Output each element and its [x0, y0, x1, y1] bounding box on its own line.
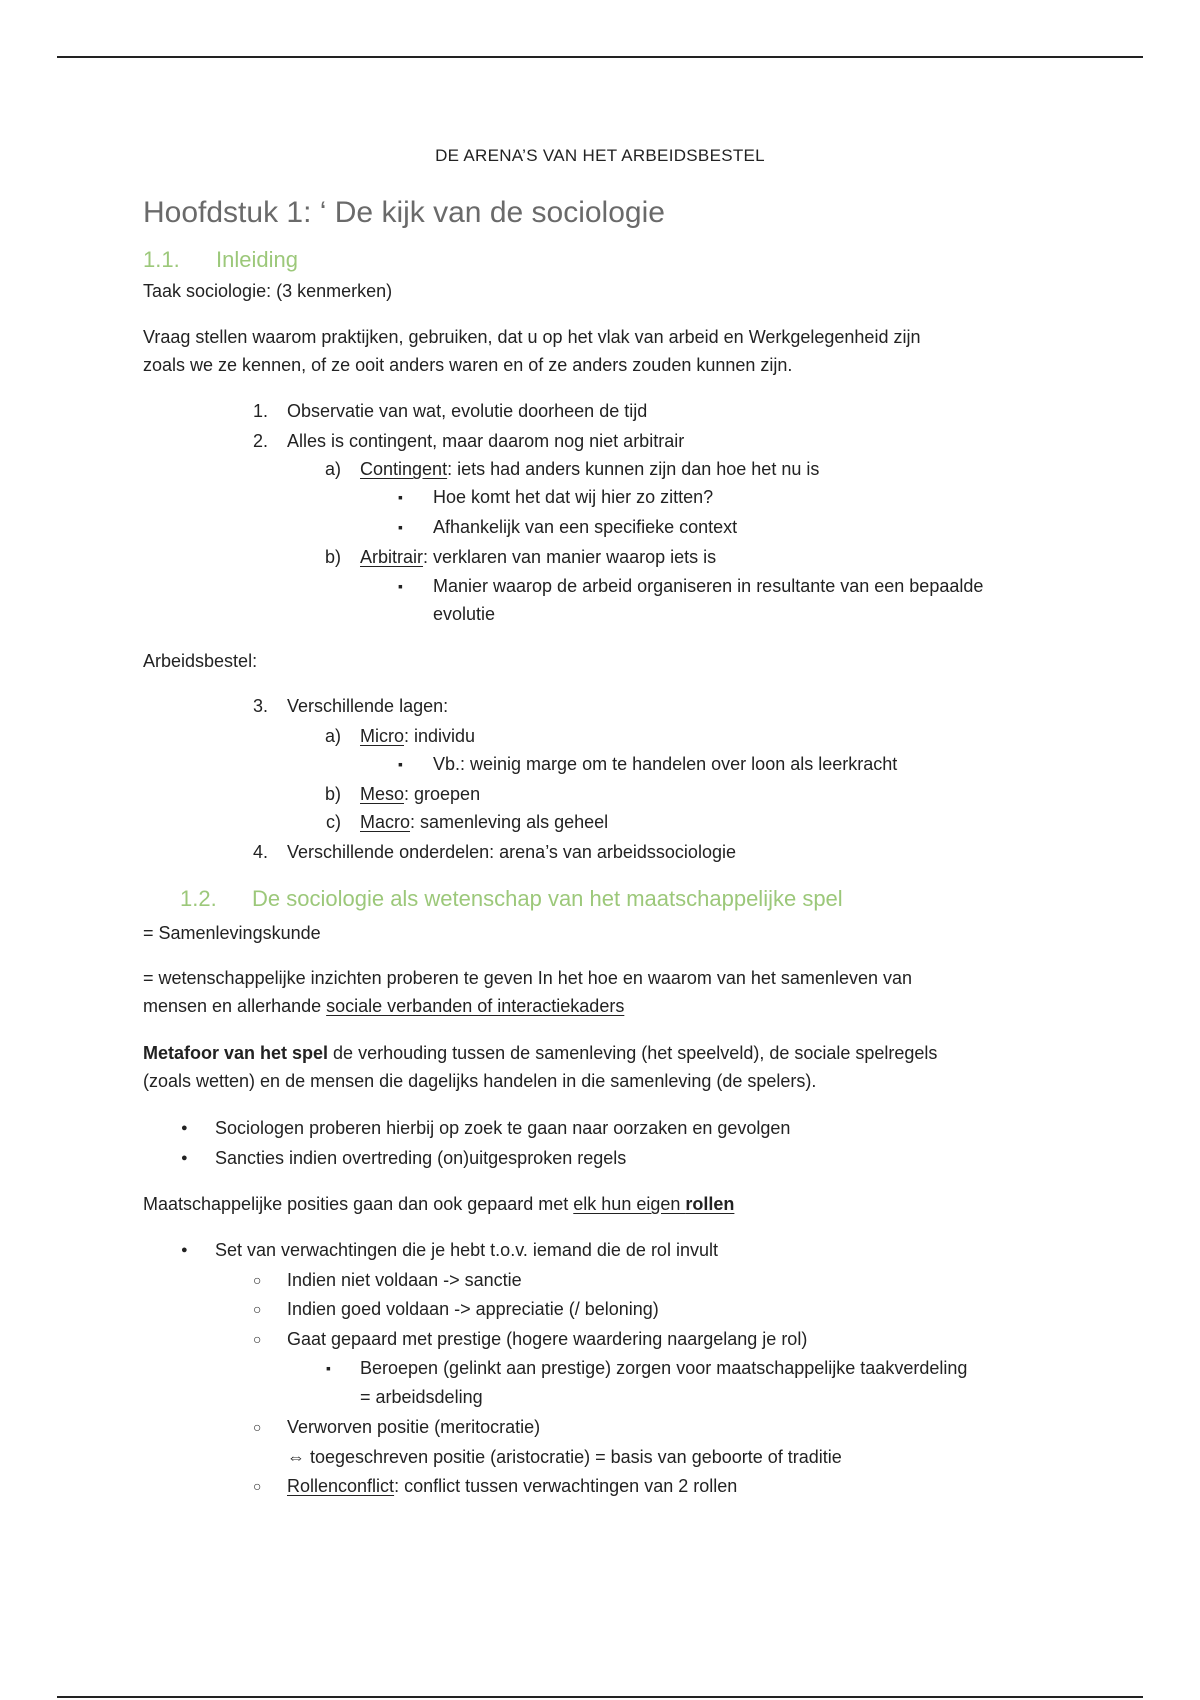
sub-bullet-3-detail-line-2: = arbeidsdeling [360, 1387, 483, 1407]
top-rule [57, 56, 1143, 58]
sub-bullet-1: Indien niet voldaan -> sanctie [287, 1270, 522, 1290]
list-item-3: Verschillende lagen: [287, 696, 449, 716]
chapter-heading: Hoofdstuk 1: ‘ De kijk van de sociologie [143, 196, 665, 229]
sub-bullet-2: Indien goed voldaan -> appreciatie (/ beloning) [287, 1299, 659, 1319]
term-contingent-definition: : iets had anders kunnen zijn dan hoe het nu is [447, 459, 820, 479]
term-meso: Meso [360, 784, 405, 804]
term-contingent: Contingent [360, 459, 448, 479]
definition-2-underlined: sociale verbanden of interactiekaders [326, 996, 625, 1016]
definition-2-line-1: = wetenschappelijke inzichten proberen te geven In het hoe en waarom van het samenleven van [143, 968, 912, 988]
metaphor-line-1 [143, 1039, 937, 1067]
section-1-2-title: De sociologie als wetenschap van het maatschappelijke spel [252, 886, 843, 911]
disc-bullet: ● [181, 1122, 188, 1134]
sub-bullet-3: Gaat gepaard met prestige (hogere waardering naargelang je rol) [287, 1329, 808, 1349]
metaphor-bold-term: Metafoor van het spel [143, 1043, 329, 1063]
sub-bullet-4-line-2: ⇔ toegeschreven positie (aristocratie) = basis van geboorte of traditie [287, 1447, 842, 1467]
bullet-set-verwachtingen: Set van verwachtingen die je hebt t.o.v. iemand die de rol invult [215, 1240, 718, 1260]
list-item-3b [360, 780, 480, 808]
list-item-4: Verschillende onderdelen: arena’s van arbeidssociologie [287, 842, 736, 862]
disc-bullet: ● [181, 1152, 188, 1164]
list-number-1: 1. [252, 401, 268, 421]
term-arbitrair-definition: : verklaren van manier waarop iets is [423, 547, 717, 567]
list-item-3a [360, 722, 475, 750]
paragraph-line-2: zoals we ze kennen, of ze ooit anders waren en of ze anders zouden kunnen zijn. [143, 355, 793, 375]
section-1-1-number: 1.1. [143, 247, 180, 272]
metaphor-text: de verhouding tussen de samenleving (het speelveld), de sociale spelregels [328, 1043, 938, 1063]
sub-bullet-4: Verworven positie (meritocratie) [287, 1417, 541, 1437]
positions-line [143, 1190, 734, 1218]
bullet-2a-1: Hoe komt het dat wij hier zo zitten? [433, 487, 714, 507]
list-item-2: Alles is contingent, maar daarom nog niet arbitrair [287, 431, 685, 451]
term-micro: Micro [360, 726, 404, 746]
bullet-sancties: Sancties indien overtreding (on)uitgesproken regels [215, 1148, 627, 1168]
bottom-rule [57, 1696, 1143, 1698]
disc-bullet: ● [181, 1244, 188, 1256]
definition-2-line-2 [143, 992, 624, 1020]
sub-bullet-3-detail-line-1: Beroepen (gelinkt aan prestige) zorgen voor maatschappelijke taakverdeling [360, 1358, 968, 1378]
document-title: DE ARENA’S VAN HET ARBEIDSBESTEL [435, 146, 765, 165]
sub-marker-a: a) [324, 459, 341, 479]
positions-rollen: rollen [685, 1194, 735, 1214]
sub-marker-b: b) [324, 547, 341, 567]
term-macro-definition: : samenleving als geheel [410, 812, 609, 832]
term-micro-definition: : individu [404, 726, 476, 746]
term-macro: Macro [360, 812, 411, 832]
bullet-2b-1-line-2: evolutie [433, 604, 496, 624]
circle-bullet: ○ [253, 1478, 262, 1494]
sub-bullet-5 [287, 1472, 737, 1500]
list-item-3c [360, 808, 608, 836]
positions-underlined-text: elk hun eigen [573, 1194, 686, 1214]
circle-bullet: ○ [253, 1272, 262, 1288]
circle-bullet: ○ [253, 1331, 262, 1347]
sub-marker-b: b) [324, 784, 341, 804]
list-item-2b [360, 543, 716, 571]
positions-prefix: Maatschappelijke posities gaan dan ook gepaard met [143, 1194, 574, 1214]
section-1-2-number: 1.2. [180, 886, 217, 911]
bullet-2a-2: Afhankelijk van een specifieke context [433, 517, 738, 537]
definition-2-prefix: mensen en allerhande [143, 996, 327, 1016]
sub-marker-a: a) [324, 726, 341, 746]
positions-underlined [573, 1194, 734, 1214]
sub-marker-c: c) [326, 812, 341, 832]
square-bullet: ▪ [398, 578, 403, 594]
list-number-4: 4. [252, 842, 268, 862]
intro-text: Taak sociologie: (3 kenmerken) [143, 281, 393, 301]
paragraph-line-1: Vraag stellen waarom praktijken, gebruiken, dat u op het vlak van arbeid en Werkgelegenheid zijn [143, 327, 921, 347]
circle-bullet: ○ [253, 1301, 262, 1317]
metaphor-line-2: (zoals wetten) en de mensen die dagelijks handelen in die samenleving (de spelers). [143, 1071, 817, 1091]
square-bullet: ▪ [326, 1360, 331, 1376]
term-meso-definition: : groepen [404, 784, 481, 804]
square-bullet: ▪ [398, 519, 403, 535]
square-bullet: ▪ [398, 489, 403, 505]
bullet-3a-1: Vb.: weinig marge om te handelen over loon als leerkracht [433, 754, 898, 774]
bullet-2b-1-line-1: Manier waarop de arbeid organiseren in resultante van een bepaalde [433, 576, 984, 596]
term-rollenconflict: Rollenconflict [287, 1476, 395, 1496]
bullet-sociologen: Sociologen proberen hierbij op zoek te gaan naar oorzaken en gevolgen [215, 1118, 791, 1138]
term-arbitrair: Arbitrair [360, 547, 424, 567]
circle-bullet: ○ [253, 1419, 262, 1435]
list-number-3: 3. [252, 696, 268, 716]
section-1-1-title: Inleiding [216, 247, 298, 272]
definition-1: = Samenlevingskunde [143, 923, 321, 943]
square-bullet: ▪ [398, 756, 403, 772]
list-item-2a [360, 455, 819, 483]
list-item-1: Observatie van wat, evolutie doorheen de tijd [287, 401, 648, 421]
term-rollenconflict-definition: : conflict tussen verwachtingen van 2 rollen [394, 1476, 738, 1496]
arbeidsbestel-label: Arbeidsbestel: [143, 651, 258, 671]
list-number-2: 2. [252, 431, 268, 451]
